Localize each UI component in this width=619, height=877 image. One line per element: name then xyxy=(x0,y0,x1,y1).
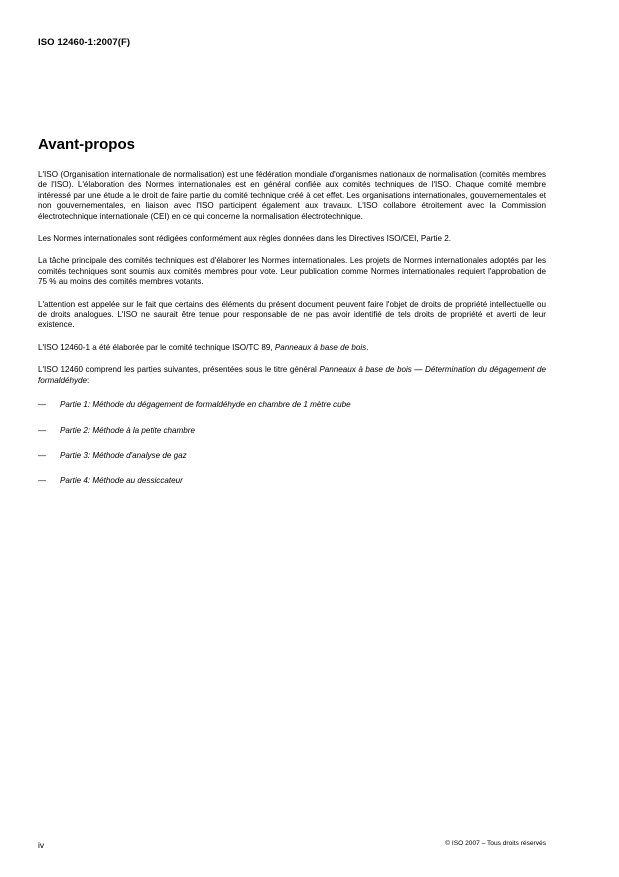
prepared-by-text: L'ISO 12460-1 a été élaborée par le comité technique ISO/TC 89, xyxy=(38,342,275,352)
committee-title: Panneaux à base de bois xyxy=(274,342,367,352)
paragraph-technical-committees: La tâche principale des comités techniques est d'élaborer les Normes internationales. Les projets de Normes internationales adoptés par les comités techniques sont soumis aux comités membres pour vote. Leur publication comme Normes internationales requiert l'approbation de 75 % au moins des comités membres votants. xyxy=(38,256,546,287)
part-label: Partie 2: Méthode à la petite chambre xyxy=(60,425,195,435)
dash-bullet: — xyxy=(38,400,47,410)
page-number: iv xyxy=(38,840,45,850)
part-label: Partie 1: Méthode du dégagement de formaldéhyde en chambre de 1 mètre cube xyxy=(60,400,351,410)
list-item xyxy=(38,400,546,410)
parts-intro-text: L'ISO 12460 comprend les parties suivantes, présentées sous le titre général xyxy=(38,365,320,375)
paragraph-parts-intro xyxy=(38,365,546,386)
page-title: Avant-propos xyxy=(38,136,135,153)
paragraph-prepared-by xyxy=(38,343,546,353)
copyright-notice: © ISO 2007 – Tous droits réservés xyxy=(445,840,546,847)
general-title: Panneaux à base de bois — Détermination du dégagement de formaldéhyde xyxy=(38,365,546,385)
prepared-by-end: . xyxy=(366,342,369,352)
list-item xyxy=(38,426,546,436)
parts-intro-end: : xyxy=(87,375,90,385)
paragraph-patent-rights: L'attention est appelée sur le fait que certains des éléments du présent document peuvent faire l'objet de droits de propriété intellectuelle ou de droits analogues. L'ISO ne saurait être tenue pour responsable de ne pas avoir identifié de tels droits de propriété et averti de leur existence. xyxy=(38,299,546,330)
paragraph-directives: Les Normes internationales sont rédigées conformément aux règles données dans les Directives ISO/CEI, Partie 2. xyxy=(38,234,451,244)
dash-bullet: — xyxy=(38,450,47,460)
paragraph-organisation: L'ISO (Organisation internationale de normalisation) est une fédération mondiale d'organismes nationaux de normalisation (comités membres de l'ISO). L'élaboration des Normes internationales est en général confiée aux comités techniques de l'ISO. Chaque comité membre intéressé par une étude a le droit de faire partie du comité technique créé à cet effet. Les organisations internationales, gouvernementales et non gouvernementales, en liaison avec l'ISO participent également aux travaux. L'ISO collabore étroitement avec la Commission électrotechnique internationale (CEI) en ce qui concerne la normalisation électrotechnique. xyxy=(38,170,546,221)
dash-bullet: — xyxy=(38,425,47,435)
list-item xyxy=(38,476,546,486)
foreword-body xyxy=(38,170,546,502)
list-item xyxy=(38,451,546,461)
document-id-header: ISO 12460-1:2007(F) xyxy=(38,37,131,48)
part-label: Partie 3: Méthode d'analyse de gaz xyxy=(60,450,187,460)
dash-bullet: — xyxy=(38,476,47,486)
part-label: Partie 4: Méthode au dessiccateur xyxy=(60,476,183,486)
